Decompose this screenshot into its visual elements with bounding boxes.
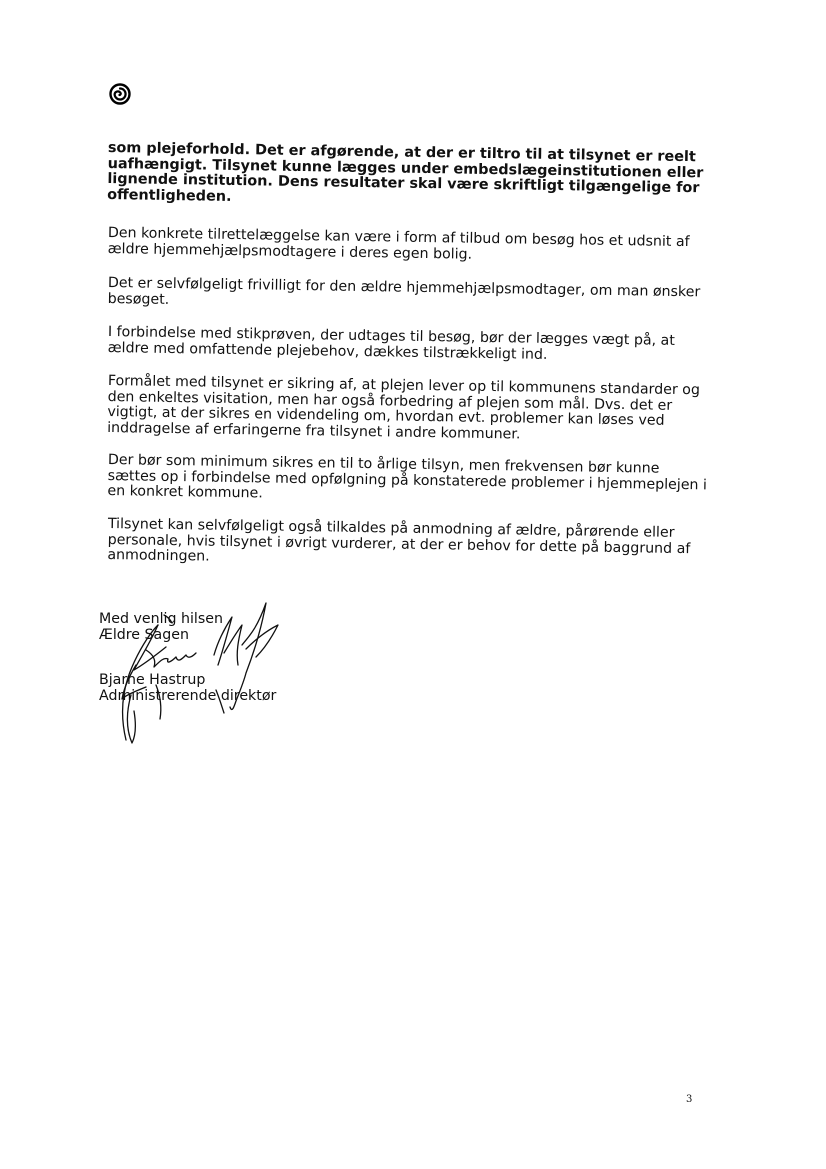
paragraph-tilkaldes: Tilsynet kan selvfølgeligt også tilkaldes på anmodning af ældre, pårørende eller personale, hvis tilsynet i øvrigt vurderer, at der er behov for dette på baggrund af anmodningen. — [107, 516, 691, 565]
spiral-logo-icon — [108, 82, 132, 106]
paragraph-frivilligt: Det er selvfølgeligt frivilligt for den ældre hjemmehjælpsmodtager, om man ønsker besøget. — [107, 275, 701, 308]
letter-body — [107, 374, 708, 464]
paragraph-bold-intro: som plejeforhold. Det er afgørende, at der er tiltro til at tilsynet er reelt uafhængigt. Tilsynet kunne lægges under embedslægeinstitutionen eller lignende institution. Dens resultater skal være skriftligt tilgængelige for offentligheden. — [107, 140, 704, 205]
closing-greeting: Med venlig hilsen — [99, 611, 223, 627]
paragraph-formaalet: Formålet med tilsynet er sikring af, at plejen lever op til kommunens standarder og den enkeltes visitation, men har også forbedring af plejen som mål. Dvs. det er vigtigt, at der sikres en videndeling om, hvordan evt. problemer kan løses ved inddragelse af erfaringerne fra tilsynet i andre kommuner. — [107, 373, 701, 443]
signatory-title: Administrerende direktør — [99, 687, 277, 704]
closing-organization: Ældre Sagen — [99, 626, 189, 643]
page-number: 3 — [686, 1094, 693, 1105]
paragraph-tilrettelaeggelse: Den konkrete tilrettelæggelse kan være i form af tilbud om besøg hos et udsnit af ældre hjemmehjælpsmodtagere i deres egen bolig. — [107, 225, 690, 263]
letter-body — [107, 453, 708, 527]
paragraph-minimum: Der bør som minimum sikres en til to årlige tilsyn, men frekvensen bør kunne sættes op i forbindelse med opfølgning på konstaterede problemer i hjemmeplejen i en konkret kommune. — [107, 452, 708, 502]
paragraph-stikproeven: I forbindelse med stikprøven, der udtages til besøg, bør der lægges vægt på, at ældre med omfattende plejebehov, dækkes tilstrækkeligt ind. — [107, 324, 675, 363]
letter-body — [107, 141, 708, 231]
handwritten-signature — [96, 595, 296, 750]
signatory-name: Bjarne Hastrup — [99, 672, 206, 689]
letter-body — [107, 517, 708, 591]
